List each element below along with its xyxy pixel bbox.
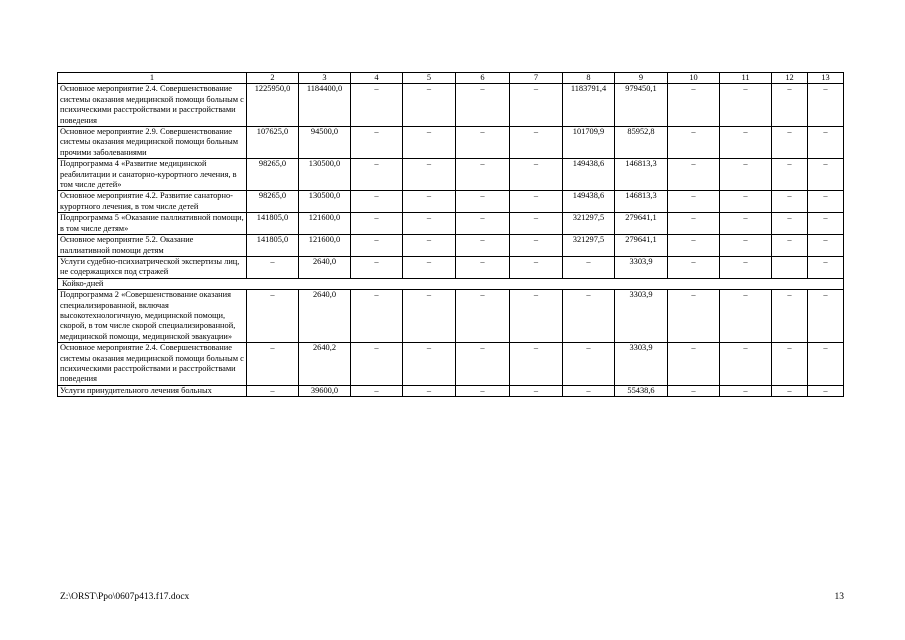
value-cell: – — [808, 159, 844, 191]
column-number: 9 — [615, 73, 668, 84]
value-cell: – — [720, 235, 772, 257]
value-cell: – — [351, 213, 403, 235]
value-cell: – — [456, 127, 510, 159]
value-cell: 141805,0 — [247, 213, 299, 235]
row-label: Услуги принудительного лечения больных — [58, 385, 247, 396]
column-number: 13 — [808, 73, 844, 84]
value-cell: – — [808, 385, 844, 396]
value-cell: – — [720, 256, 772, 278]
row-label: Подпрограмма 4 «Развитие медицинской реабилитации и санаторно-курортного лечения, в том числе детей» — [58, 159, 247, 191]
row-label: Основное мероприятие 4.2. Развитие санаторно-курортного лечения, в том числе детей — [58, 191, 247, 213]
value-cell: – — [510, 191, 563, 213]
column-number: 8 — [563, 73, 615, 84]
value-cell: – — [720, 385, 772, 396]
value-cell: – — [668, 385, 720, 396]
value-cell: 149438,6 — [563, 159, 615, 191]
value-cell: – — [720, 213, 772, 235]
table-row — [58, 385, 844, 396]
value-cell: – — [668, 290, 720, 343]
value-cell: – — [456, 191, 510, 213]
value-cell: – — [510, 159, 563, 191]
value-cell: – — [510, 213, 563, 235]
value-cell: 149438,6 — [563, 191, 615, 213]
value-cell: – — [808, 343, 844, 386]
value-cell: 55438,6 — [615, 385, 668, 396]
column-number: 11 — [720, 73, 772, 84]
table-row — [58, 290, 844, 343]
value-cell: – — [808, 191, 844, 213]
value-cell: – — [720, 84, 772, 127]
data-table — [57, 72, 844, 397]
value-cell: – — [668, 127, 720, 159]
value-cell: – — [563, 290, 615, 343]
value-cell: – — [772, 235, 808, 257]
row-label: Основное мероприятие 2.4. Совершенствование системы оказания медицинской помощи больным с психическими расстройствами и расстройствами поведения — [58, 343, 247, 386]
value-cell: 3303,9 — [615, 343, 668, 386]
value-cell: – — [403, 343, 456, 386]
value-cell: – — [403, 84, 456, 127]
row-label: Основное мероприятие 2.9. Совершенствование системы оказания медицинской помощи больным прочими заболеваниями — [58, 127, 247, 159]
row-label: Основное мероприятие 2.4. Совершенствование системы оказания медицинской помощи больным с психическими расстройствами и расстройствами поведения — [58, 84, 247, 127]
value-cell: – — [403, 290, 456, 343]
value-cell: – — [772, 290, 808, 343]
table-row — [58, 213, 844, 235]
table-row — [58, 159, 844, 191]
value-cell: – — [351, 159, 403, 191]
row-label: Подпрограмма 2 «Совершенствование оказания специализированной, включая высокотехнологичную, медицинской помощи, скорой, в том числе скорой специализированной, медицинской помощи, медицинской эвакуации» — [58, 290, 247, 343]
file-path: Z:\ORST\Ppo\0607p413.f17.docx — [60, 592, 190, 602]
value-cell: – — [403, 159, 456, 191]
value-cell: – — [772, 213, 808, 235]
row-label: Услуги судебно-психиатрической экспертизы лиц, не содержащихся под стражей — [58, 256, 247, 278]
value-cell: – — [456, 84, 510, 127]
value-cell — [772, 256, 808, 278]
value-cell: – — [247, 256, 299, 278]
value-cell: – — [351, 235, 403, 257]
value-cell: 39600,0 — [299, 385, 351, 396]
table-row — [58, 256, 844, 278]
value-cell: 98265,0 — [247, 191, 299, 213]
table-row — [58, 84, 844, 127]
value-cell: – — [247, 290, 299, 343]
value-cell: – — [772, 191, 808, 213]
value-cell: 121600,0 — [299, 213, 351, 235]
column-number: 5 — [403, 73, 456, 84]
value-cell: – — [563, 385, 615, 396]
value-cell: – — [668, 84, 720, 127]
value-cell: – — [510, 385, 563, 396]
value-cell: 98265,0 — [247, 159, 299, 191]
value-cell: 3303,9 — [615, 290, 668, 343]
value-cell: – — [351, 256, 403, 278]
value-cell: 146813,3 — [615, 191, 668, 213]
value-cell: – — [720, 159, 772, 191]
value-cell: – — [510, 235, 563, 257]
value-cell: – — [772, 84, 808, 127]
value-cell: 130500,0 — [299, 191, 351, 213]
value-cell: – — [808, 256, 844, 278]
column-number: 3 — [299, 73, 351, 84]
value-cell: – — [456, 256, 510, 278]
value-cell: – — [351, 343, 403, 386]
value-cell: 94500,0 — [299, 127, 351, 159]
value-cell: – — [456, 235, 510, 257]
value-cell: – — [808, 213, 844, 235]
value-cell: – — [772, 127, 808, 159]
header-row — [58, 73, 844, 84]
column-number: 7 — [510, 73, 563, 84]
value-cell: – — [808, 290, 844, 343]
value-cell: – — [403, 127, 456, 159]
page-number: 13 — [834, 592, 844, 602]
value-cell: – — [456, 213, 510, 235]
column-number: 10 — [668, 73, 720, 84]
value-cell: – — [403, 191, 456, 213]
value-cell: – — [720, 191, 772, 213]
value-cell: 1184400,0 — [299, 84, 351, 127]
table-row — [58, 191, 844, 213]
table-row — [58, 127, 844, 159]
value-cell: – — [563, 256, 615, 278]
value-cell: 1183791,4 — [563, 84, 615, 127]
value-cell: – — [351, 84, 403, 127]
column-number: 2 — [247, 73, 299, 84]
value-cell: – — [772, 159, 808, 191]
column-number: 1 — [58, 73, 247, 84]
value-cell: 979450,1 — [615, 84, 668, 127]
value-cell: – — [510, 256, 563, 278]
column-number: 6 — [456, 73, 510, 84]
value-cell: – — [668, 343, 720, 386]
value-cell: – — [772, 385, 808, 396]
value-cell: – — [772, 343, 808, 386]
value-cell: 121600,0 — [299, 235, 351, 257]
value-cell: – — [456, 159, 510, 191]
value-cell: – — [351, 191, 403, 213]
value-cell: 85952,8 — [615, 127, 668, 159]
value-cell: 146813,3 — [615, 159, 668, 191]
value-cell: 141805,0 — [247, 235, 299, 257]
row-label: Подпрограмма 5 «Оказание паллиативной помощи, в том числе детям» — [58, 213, 247, 235]
value-cell: – — [668, 159, 720, 191]
value-cell: – — [403, 385, 456, 396]
value-cell: – — [403, 235, 456, 257]
value-cell: 279641,1 — [615, 213, 668, 235]
value-cell: 2640,0 — [299, 290, 351, 343]
value-cell: – — [563, 343, 615, 386]
value-cell: 2640,0 — [299, 256, 351, 278]
value-cell: – — [668, 235, 720, 257]
value-cell: – — [403, 256, 456, 278]
column-number: 4 — [351, 73, 403, 84]
row-label: Основное мероприятие 5.2. Оказание паллиативной помощи детям — [58, 235, 247, 257]
column-number: 12 — [772, 73, 808, 84]
value-cell: – — [510, 127, 563, 159]
value-cell: 130500,0 — [299, 159, 351, 191]
value-cell: – — [247, 385, 299, 396]
value-cell: – — [720, 290, 772, 343]
value-cell: – — [720, 127, 772, 159]
value-cell: 2640,2 — [299, 343, 351, 386]
value-cell: – — [456, 290, 510, 343]
value-cell: – — [510, 290, 563, 343]
value-cell: 1225950,0 — [247, 84, 299, 127]
value-cell: – — [808, 84, 844, 127]
value-cell: – — [247, 343, 299, 386]
value-cell: 321297,5 — [563, 213, 615, 235]
value-cell: 279641,1 — [615, 235, 668, 257]
table-row — [58, 343, 844, 386]
value-cell: – — [351, 290, 403, 343]
section-label: Койко-дней — [58, 278, 844, 289]
value-cell: – — [720, 343, 772, 386]
value-cell: – — [668, 256, 720, 278]
value-cell: – — [808, 127, 844, 159]
table-row — [58, 235, 844, 257]
value-cell: – — [510, 343, 563, 386]
value-cell: – — [456, 343, 510, 386]
value-cell: – — [351, 385, 403, 396]
value-cell: – — [808, 235, 844, 257]
value-cell: 101709,9 — [563, 127, 615, 159]
value-cell: – — [510, 84, 563, 127]
value-cell: 107625,0 — [247, 127, 299, 159]
value-cell: – — [456, 385, 510, 396]
value-cell: – — [668, 191, 720, 213]
value-cell: – — [351, 127, 403, 159]
value-cell: 321297,5 — [563, 235, 615, 257]
value-cell: – — [668, 213, 720, 235]
value-cell: – — [403, 213, 456, 235]
section-row — [58, 278, 844, 289]
value-cell: 3303,9 — [615, 256, 668, 278]
